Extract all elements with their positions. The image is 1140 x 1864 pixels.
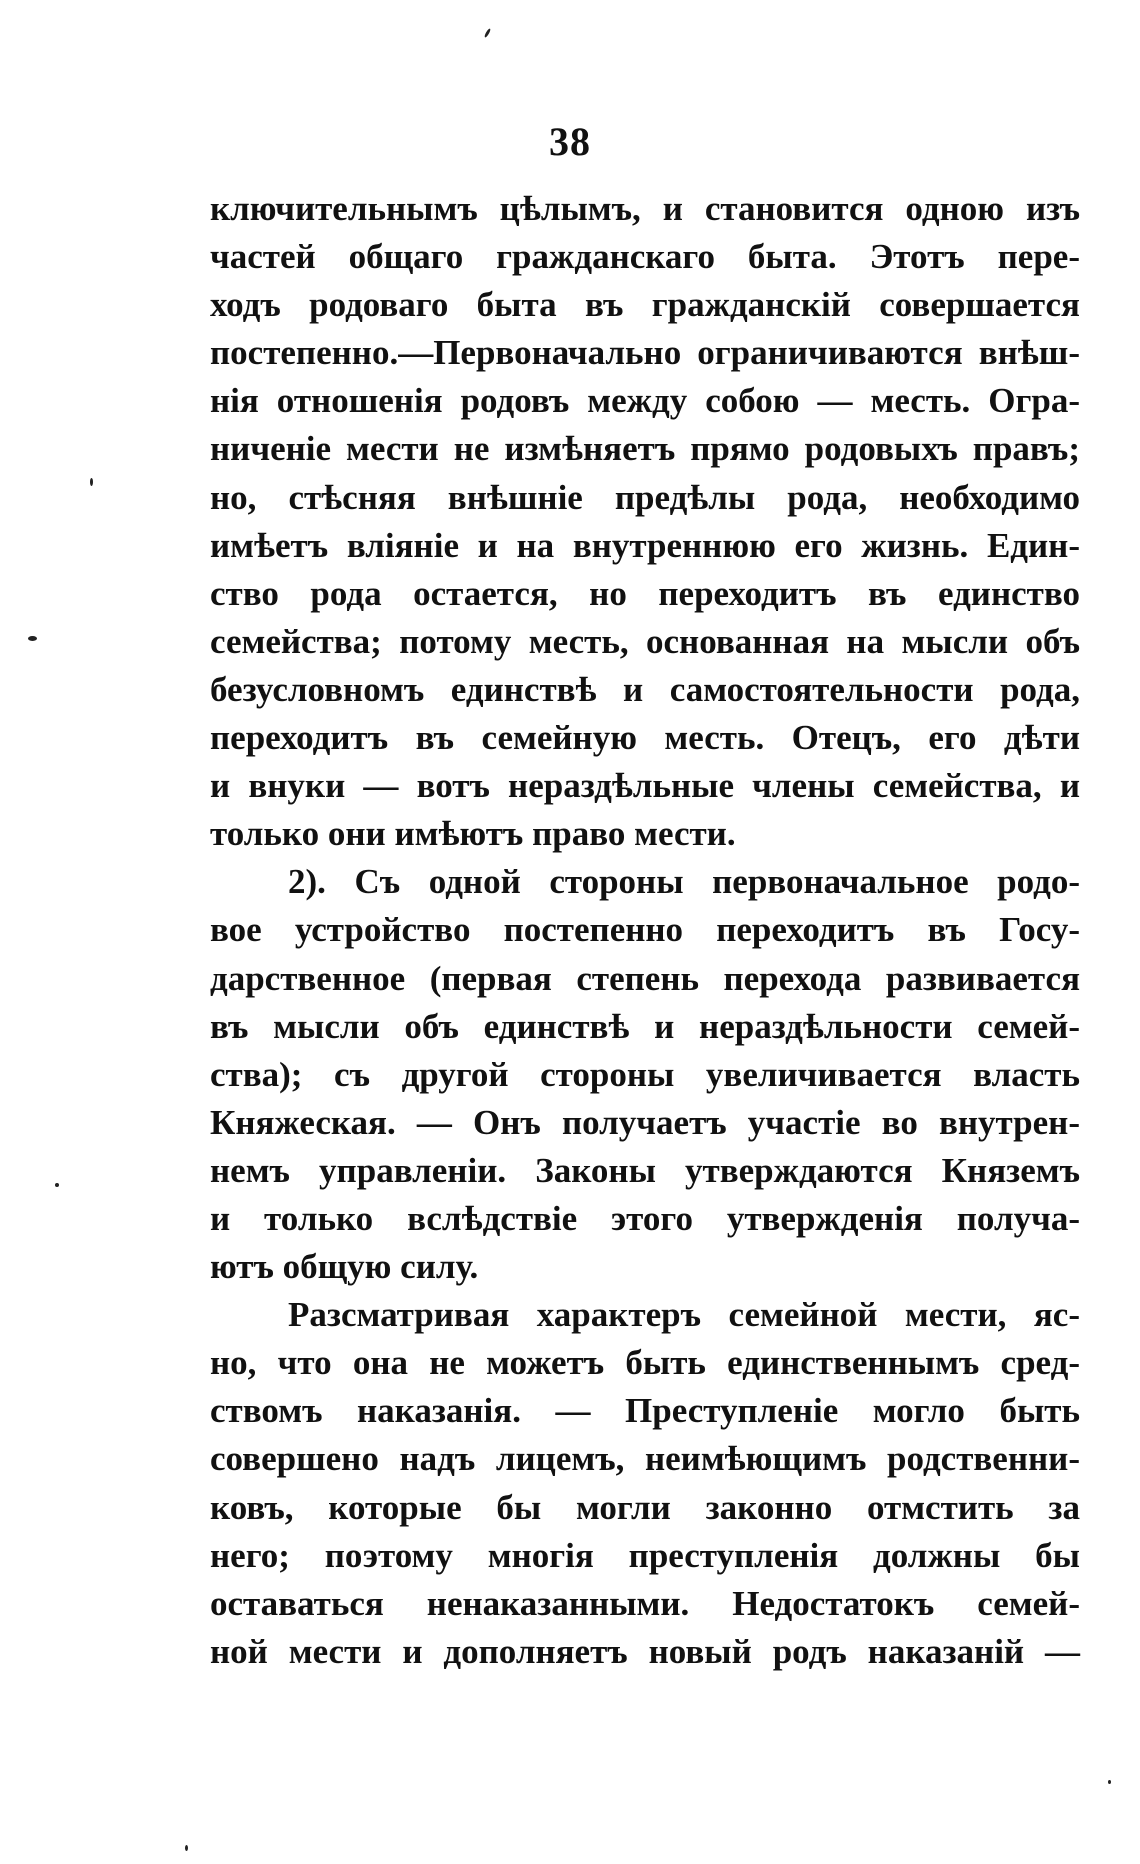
text-line: только они имѣютъ право мести. bbox=[210, 814, 736, 854]
text-line: дарственное (первая степень перехода развивается bbox=[210, 958, 1080, 998]
text-line: немъ управленіи. Законы утверждаются Княземъ bbox=[210, 1150, 1080, 1190]
text-line: и только вслѣдствіе этого утвержденія получа- bbox=[210, 1198, 1080, 1238]
text-line: но, стѣсняя внѣшніе предѣлы рода, необходимо bbox=[210, 477, 1080, 517]
text-line: ниченіе мести не измѣняетъ прямо родовыхъ правъ; bbox=[210, 429, 1080, 469]
text-line: ключительнымъ цѣлымъ, и становится одною изъ bbox=[210, 189, 1080, 228]
text-line: ной мести и дополняетъ новый родъ наказаній — bbox=[210, 1631, 1080, 1671]
text-line: постепенно.—Первоначально ограничиваются внѣш- bbox=[210, 333, 1080, 373]
text-line: и внуки — вотъ нераздѣльные члены семейства, и bbox=[210, 766, 1080, 806]
text-line: Княжеская. — Онъ получаетъ участіе во внутрен- bbox=[210, 1102, 1080, 1142]
paragraph-start-line: Разсматривая характеръ семейной мести, яс- bbox=[288, 1295, 1080, 1335]
text-line: ства); съ другой стороны увеличивается власть bbox=[210, 1054, 1080, 1094]
text-line: нія отношенія родовъ между собою — месть. Огра- bbox=[210, 381, 1080, 421]
paragraph-start-line: 2). Съ одной стороны первоначальное родо- bbox=[288, 862, 1080, 902]
text-line: безусловномъ единствѣ и самостоятельности рода, bbox=[210, 669, 1080, 709]
text-line: частей общаго гражданскаго быта. Этотъ пере- bbox=[210, 237, 1080, 277]
text-line: ствомъ наказанія. — Преступленіе могло быть bbox=[210, 1391, 1080, 1431]
text-line: ство рода остается, но переходитъ въ единство bbox=[210, 573, 1080, 613]
text-line: семейства; потому месть, основанная на мысли объ bbox=[210, 621, 1080, 661]
text-line: ковъ, которые бы могли законно отмстить за bbox=[210, 1487, 1080, 1527]
text-line: ходъ родоваго быта въ гражданскій совершается bbox=[210, 285, 1080, 325]
text-line: оставаться ненаказанными. Недостатокъ семей- bbox=[210, 1583, 1080, 1623]
page-number: 38 bbox=[549, 119, 591, 164]
text-line: него; поэтому многія преступленія должны бы bbox=[210, 1535, 1080, 1575]
text-line: но, что она не можетъ быть единственнымъ сред- bbox=[210, 1343, 1080, 1383]
page-text bbox=[210, 185, 1080, 1676]
text-line: имѣетъ вліяніе и на внутреннюю его жизнь. Един- bbox=[210, 525, 1080, 565]
text-line: ютъ общую силу. bbox=[210, 1247, 479, 1287]
text-line: вое устройство постепенно переходитъ въ Госу- bbox=[210, 910, 1080, 950]
text-line: въ мысли объ единствѣ и нераздѣльности семей- bbox=[210, 1006, 1080, 1046]
text-line: совершено надъ лицемъ, неимѣющимъ родственни- bbox=[210, 1439, 1080, 1479]
text-line: переходитъ въ семейную месть. Отецъ, его дѣти bbox=[210, 718, 1080, 758]
